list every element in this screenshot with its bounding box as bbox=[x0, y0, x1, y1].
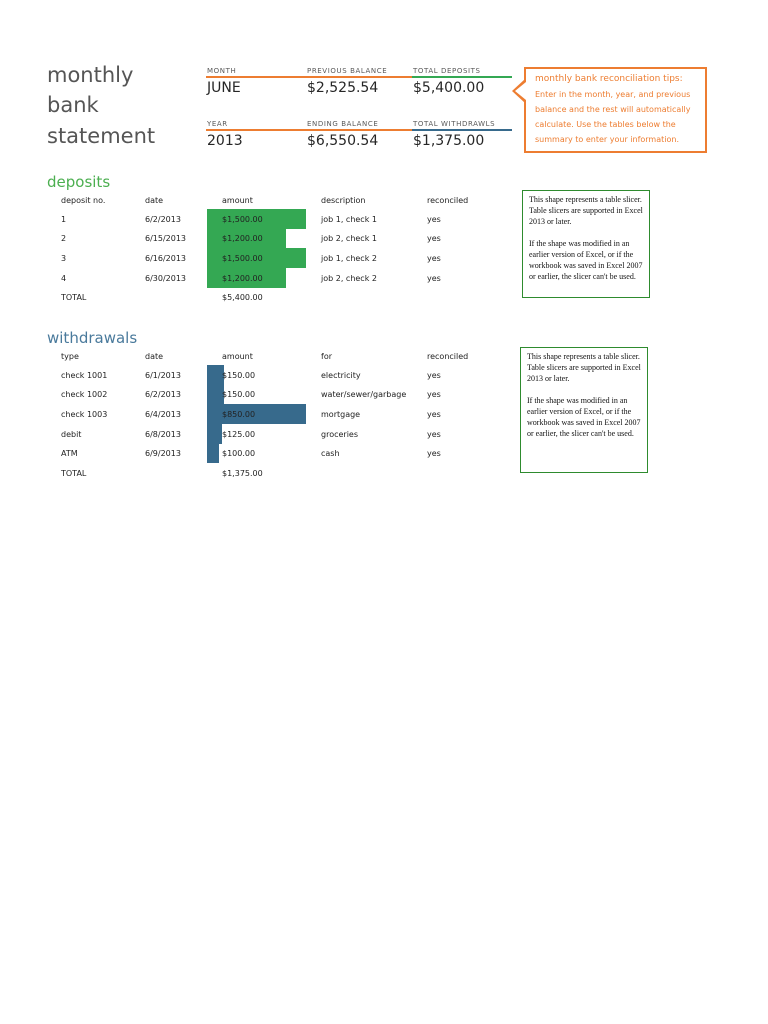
withdrawal-row-5-for[interactable]: cash bbox=[321, 449, 340, 458]
withdrawals-header-for[interactable]: for bbox=[321, 352, 332, 361]
month-label: MONTH bbox=[207, 67, 237, 75]
withdrawal-row-2-for[interactable]: water/sewer/garbage bbox=[321, 390, 407, 399]
tips-pointer-fill bbox=[515, 82, 526, 100]
withdrawal-row-1-type[interactable]: check 1001 bbox=[61, 371, 108, 380]
deposit-row-3-date[interactable]: 6/16/2013 bbox=[145, 254, 187, 263]
deposit-row-3-description[interactable]: job 1, check 2 bbox=[321, 254, 377, 263]
title-line-1: monthly bbox=[47, 63, 134, 87]
deposit-row-4-no[interactable]: 4 bbox=[61, 274, 67, 283]
deposits-title: deposits bbox=[47, 173, 111, 191]
tips-body: Enter in the month, year, and previous balance and the rest will automatically calculate. Use the tables below the summary to enter your information. bbox=[535, 90, 691, 144]
deposit-row-1-description[interactable]: job 1, check 1 bbox=[321, 215, 377, 224]
withdrawals-header-reconciled[interactable]: reconciled bbox=[427, 352, 469, 361]
withdrawal-row-3-type[interactable]: check 1003 bbox=[61, 410, 108, 419]
withdrawal-row-3-date[interactable]: 6/4/2013 bbox=[145, 410, 181, 419]
previous-balance-label: PREVIOUS BALANCE bbox=[307, 67, 388, 75]
tips-callout bbox=[524, 67, 707, 153]
deposit-row-1-amount[interactable]: $1,500.00 bbox=[222, 215, 263, 224]
withdrawals-slicer-text-1: This shape represents a table slicer. Table slicers are supported in Excel 2013 or later. bbox=[527, 352, 641, 383]
withdrawal-bar-5 bbox=[207, 443, 219, 463]
previous-balance-value[interactable]: $2,525.54 bbox=[307, 80, 379, 96]
deposit-row-2-no[interactable]: 2 bbox=[61, 234, 67, 243]
withdrawal-row-4-reconciled[interactable]: yes bbox=[427, 430, 441, 439]
deposits-header-description[interactable]: description bbox=[321, 196, 366, 205]
withdrawals-slicer-notice bbox=[520, 347, 648, 473]
year-value[interactable]: 2013 bbox=[207, 133, 243, 149]
summary-rule-blue bbox=[412, 129, 512, 131]
deposit-row-2-amount[interactable]: $1,200.00 bbox=[222, 234, 263, 243]
withdrawal-bar-4 bbox=[207, 424, 222, 444]
withdrawals-header-type[interactable]: type bbox=[61, 352, 79, 361]
deposits-total-label: TOTAL bbox=[61, 293, 87, 302]
withdrawal-row-4-for[interactable]: groceries bbox=[321, 430, 359, 439]
deposit-row-4-date[interactable]: 6/30/2013 bbox=[145, 274, 187, 283]
withdrawal-row-2-date[interactable]: 6/2/2013 bbox=[145, 390, 181, 399]
deposit-row-2-date[interactable]: 6/15/2013 bbox=[145, 234, 187, 243]
withdrawals-header-amount[interactable]: amount bbox=[222, 352, 253, 361]
total-withdrawals-label: TOTAL WITHDRAWLS bbox=[413, 120, 496, 128]
deposit-row-3-no[interactable]: 3 bbox=[61, 254, 67, 263]
withdrawal-row-3-for[interactable]: mortgage bbox=[321, 410, 361, 419]
withdrawal-row-1-for[interactable]: electricity bbox=[321, 371, 361, 380]
withdrawal-row-2-type[interactable]: check 1002 bbox=[61, 390, 108, 399]
deposits-header-amount[interactable]: amount bbox=[222, 196, 253, 205]
deposits-header-date[interactable]: date bbox=[145, 196, 164, 205]
withdrawals-header-date[interactable]: date bbox=[145, 352, 164, 361]
year-label: YEAR bbox=[207, 120, 228, 128]
withdrawals-slicer-text-2: If the shape was modified in an earlier version of Excel, or if the workbook was saved in Excel 2007 or earlier, the slicer can't be used. bbox=[527, 396, 641, 438]
ending-balance-label: ENDING BALANCE bbox=[307, 120, 379, 128]
deposit-row-3-amount[interactable]: $1,500.00 bbox=[222, 254, 263, 263]
tips-title: monthly bank reconciliation tips: bbox=[535, 74, 683, 84]
withdrawals-total-value: $1,375.00 bbox=[222, 469, 263, 478]
withdrawal-row-4-type[interactable]: debit bbox=[61, 430, 82, 439]
summary-rule-orange-2 bbox=[206, 129, 412, 131]
withdrawal-row-4-date[interactable]: 6/8/2013 bbox=[145, 430, 181, 439]
summary-rule-green bbox=[412, 76, 512, 78]
month-value[interactable]: JUNE bbox=[207, 80, 241, 96]
deposit-row-1-reconciled[interactable]: yes bbox=[427, 215, 441, 224]
deposit-row-2-description[interactable]: job 2, check 1 bbox=[321, 234, 377, 243]
withdrawals-total-label: TOTAL bbox=[61, 469, 87, 478]
summary-rule-orange bbox=[206, 76, 412, 78]
withdrawal-row-3-amount[interactable]: $850.00 bbox=[222, 410, 256, 419]
withdrawal-row-1-date[interactable]: 6/1/2013 bbox=[145, 371, 181, 380]
deposit-row-4-description[interactable]: job 2, check 2 bbox=[321, 274, 377, 283]
deposit-row-4-reconciled[interactable]: yes bbox=[427, 274, 441, 283]
deposits-header-reconciled[interactable]: reconciled bbox=[427, 196, 469, 205]
withdrawal-row-2-amount[interactable]: $150.00 bbox=[222, 390, 256, 399]
total-deposits-value: $5,400.00 bbox=[413, 80, 485, 96]
withdrawals-title: withdrawals bbox=[47, 329, 138, 347]
deposit-row-1-date[interactable]: 6/2/2013 bbox=[145, 215, 181, 224]
withdrawal-row-5-amount[interactable]: $100.00 bbox=[222, 449, 256, 458]
deposits-total-value: $5,400.00 bbox=[222, 293, 263, 302]
total-withdrawals-value: $1,375.00 bbox=[413, 133, 485, 149]
title-line-2: bank bbox=[47, 93, 99, 117]
deposits-header-no[interactable]: deposit no. bbox=[61, 196, 106, 205]
withdrawal-row-4-amount[interactable]: $125.00 bbox=[222, 430, 256, 439]
total-deposits-label: TOTAL DEPOSITS bbox=[413, 67, 481, 75]
deposit-row-2-reconciled[interactable]: yes bbox=[427, 234, 441, 243]
deposit-row-1-no[interactable]: 1 bbox=[61, 215, 67, 224]
withdrawal-row-1-reconciled[interactable]: yes bbox=[427, 371, 441, 380]
withdrawal-row-3-reconciled[interactable]: yes bbox=[427, 410, 441, 419]
withdrawal-row-1-amount[interactable]: $150.00 bbox=[222, 371, 256, 380]
deposit-row-4-amount[interactable]: $1,200.00 bbox=[222, 274, 263, 283]
withdrawal-row-5-reconciled[interactable]: yes bbox=[427, 449, 441, 458]
ending-balance-value: $6,550.54 bbox=[307, 133, 379, 149]
withdrawal-row-5-type[interactable]: ATM bbox=[61, 449, 78, 458]
deposits-slicer-notice bbox=[522, 190, 650, 298]
deposit-row-3-reconciled[interactable]: yes bbox=[427, 254, 441, 263]
deposits-slicer-text-1: This shape represents a table slicer. Table slicers are supported in Excel 2013 or later. bbox=[529, 195, 643, 226]
deposits-slicer-text-2: If the shape was modified in an earlier version of Excel, or if the workbook was saved in Excel 2007 or earlier, the slicer can't be used. bbox=[529, 239, 643, 281]
title-line-3: statement bbox=[47, 124, 156, 148]
withdrawal-row-2-reconciled[interactable]: yes bbox=[427, 390, 441, 399]
withdrawal-row-5-date[interactable]: 6/9/2013 bbox=[145, 449, 181, 458]
